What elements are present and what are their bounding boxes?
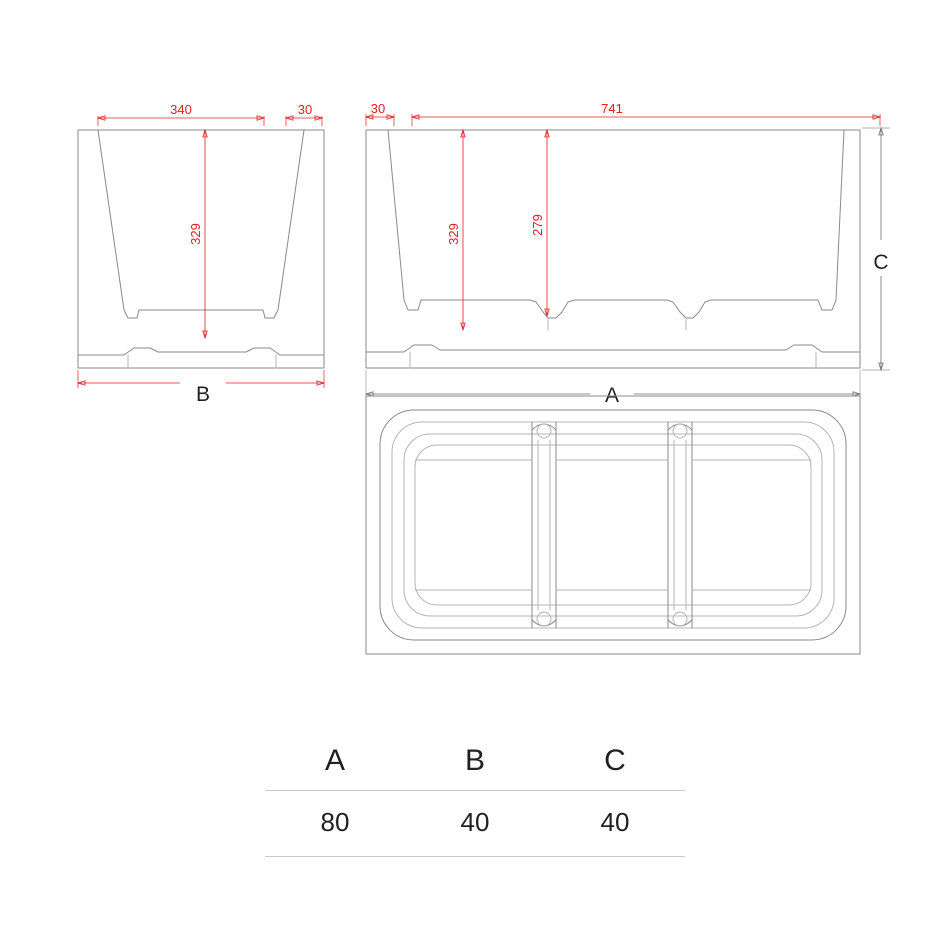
- table-cell-c: 40: [545, 791, 685, 857]
- dim-label-741: 741: [601, 101, 623, 116]
- front-view-dimension-C: [862, 128, 890, 370]
- table-cell-a: 80: [265, 791, 405, 857]
- dim-label-30-side: 30: [297, 102, 313, 117]
- dimension-table: [265, 740, 685, 857]
- table-cell-b: 40: [405, 791, 545, 857]
- letter-B: B: [195, 383, 211, 406]
- dim-label-329-side: 329: [188, 223, 203, 245]
- side-view-outline: [78, 130, 324, 368]
- side-view-dimension-329: [188, 130, 207, 338]
- side-view-dimension-340: [98, 102, 264, 126]
- front-view-dimension-30: [366, 101, 394, 126]
- front-view-dimension-741: [412, 101, 880, 126]
- front-view-dimension-279: [530, 130, 549, 316]
- table-header-c: C: [545, 740, 685, 791]
- side-view-dimension-B: [78, 370, 324, 406]
- front-view-outline: [366, 130, 860, 368]
- dim-label-340: 340: [170, 102, 192, 117]
- letter-A: A: [604, 384, 620, 407]
- side-view-dimension-30: [286, 102, 322, 126]
- top-view-outline: [366, 396, 860, 654]
- dim-label-329-front: 329: [446, 223, 461, 245]
- dim-label-30-front: 30: [370, 101, 386, 116]
- table-header-b: B: [405, 740, 545, 791]
- front-view-dimension-A: [366, 370, 860, 407]
- table-header-row: [265, 740, 685, 791]
- dim-label-279: 279: [530, 214, 545, 236]
- table-row: [265, 791, 685, 857]
- letter-C: C: [873, 251, 889, 274]
- table-header-a: A: [265, 740, 405, 791]
